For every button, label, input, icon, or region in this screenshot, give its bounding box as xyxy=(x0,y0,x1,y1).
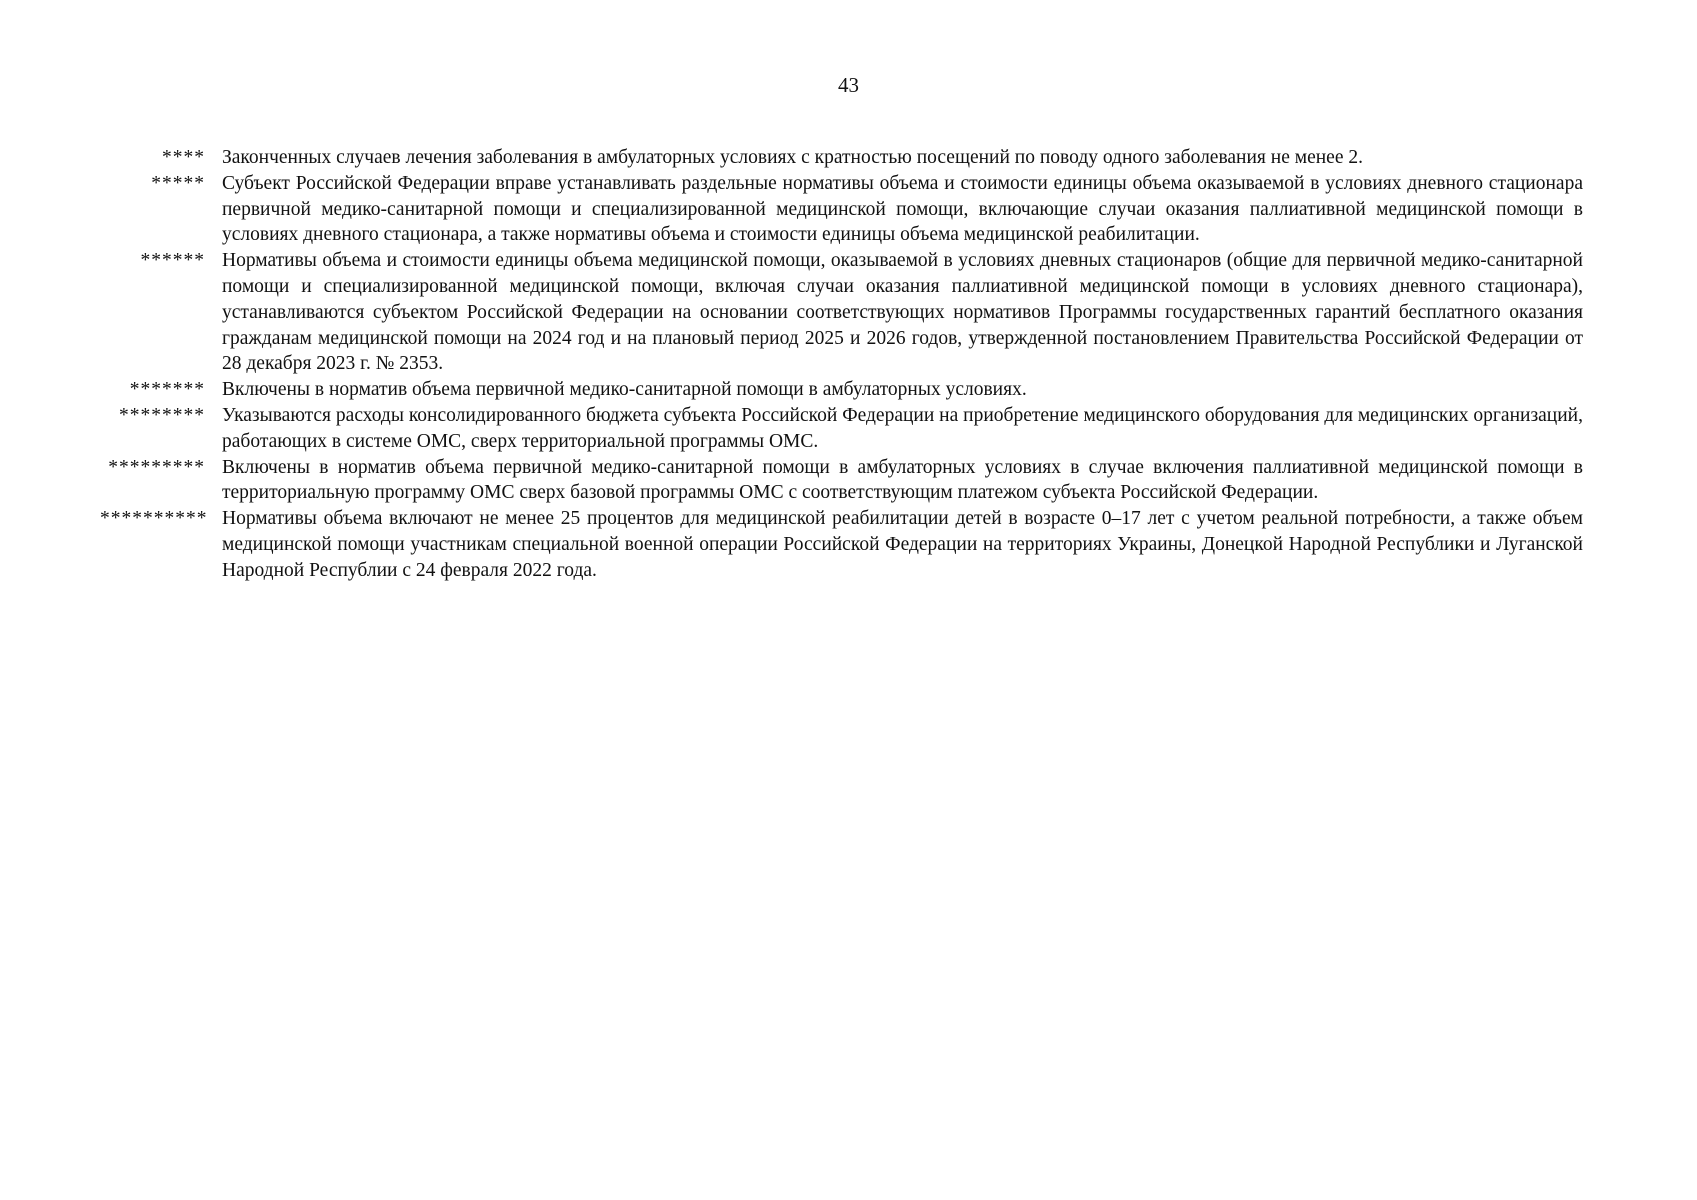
footnote-text: Нормативы объема включают не менее 25 процентов для медицинской реабилитации детей в возрасте 0–17 лет с учетом реальной потребности, а также объем медицинской помощи участникам специальной военной операции Российской Федерации на территориях Украины, Донецкой Народной Республики и Луганской Народной Республии с 24 февраля 2022 года. xyxy=(222,508,1583,581)
footnote-text: Включены в норматив объема первичной медико-санитарной помощи в амбулаторных условиях в случае включения паллиативной медицинской помощи в территориальную программу ОМС сверх базовой программы ОМС с соответствующим платежом субъекта Российской Федерации. xyxy=(222,456,1583,504)
footnote-marker: ******* xyxy=(129,379,205,401)
footnote-text: Указываются расходы консолидированного бюджета субъекта Российской Федерации на приобретение медицинского оборудования для медицинских организаций, работающих в системе ОМС, сверх территориальной программы ОМС. xyxy=(222,404,1583,452)
footnote-marker: ******** xyxy=(119,404,205,426)
footnote xyxy=(100,248,1583,377)
footnote xyxy=(100,377,1583,403)
footnote-marker: ***** xyxy=(151,172,205,194)
page-number: 43 xyxy=(838,73,859,97)
footnote-text: Нормативы объема и стоимости единицы объема медицинской помощи, оказываемой в условиях дневных стационаров (общие для первичной медико-санитарной помощи и специализированной медицинской помощи, включая случаи оказания паллиативной медицинской помощи в условиях дневного стационара), устанавливаются субъектом Российской Федерации на основании соответствующих нормативов Программы государственных гарантий бесплатного оказания гражданам медицинской помощи на 2024 год и на плановый период 2025 и 2026 годов, утвержденной постановлением Правительства Российской Федерации от 28 декабря 2023 г. № 2353. xyxy=(222,250,1583,375)
footnote-marker: ****** xyxy=(140,250,205,272)
footnote-text: Законченных случаев лечения заболевания в амбулаторных условиях с кратностью посещений по поводу одного заболевания не менее 2. xyxy=(222,147,1363,168)
footnote xyxy=(100,171,1583,248)
footnote-marker: ********* xyxy=(108,456,205,478)
footnotes-list xyxy=(100,145,1583,584)
footnote-text: Субъект Российской Федерации вправе устанавливать раздельные нормативы объема и стоимости единицы объема оказываемой в условиях дневного стационара первичной медико-санитарной помощи и специализированной медицинской помощи, включающие случаи оказания паллиативной медицинской помощи в условиях дневного стационара, а также нормативы объема и стоимости единицы объема медицинской реабилитации. xyxy=(222,172,1583,246)
footnote xyxy=(100,455,1583,507)
footnote xyxy=(100,145,1583,171)
footnote xyxy=(100,403,1583,455)
footnote-marker: **** xyxy=(162,147,205,168)
footnote xyxy=(100,506,1583,583)
footnote-marker: ********** xyxy=(100,508,208,530)
footnote-text: Включены в норматив объема первичной медико-санитарной помощи в амбулаторных условиях. xyxy=(222,379,1027,401)
